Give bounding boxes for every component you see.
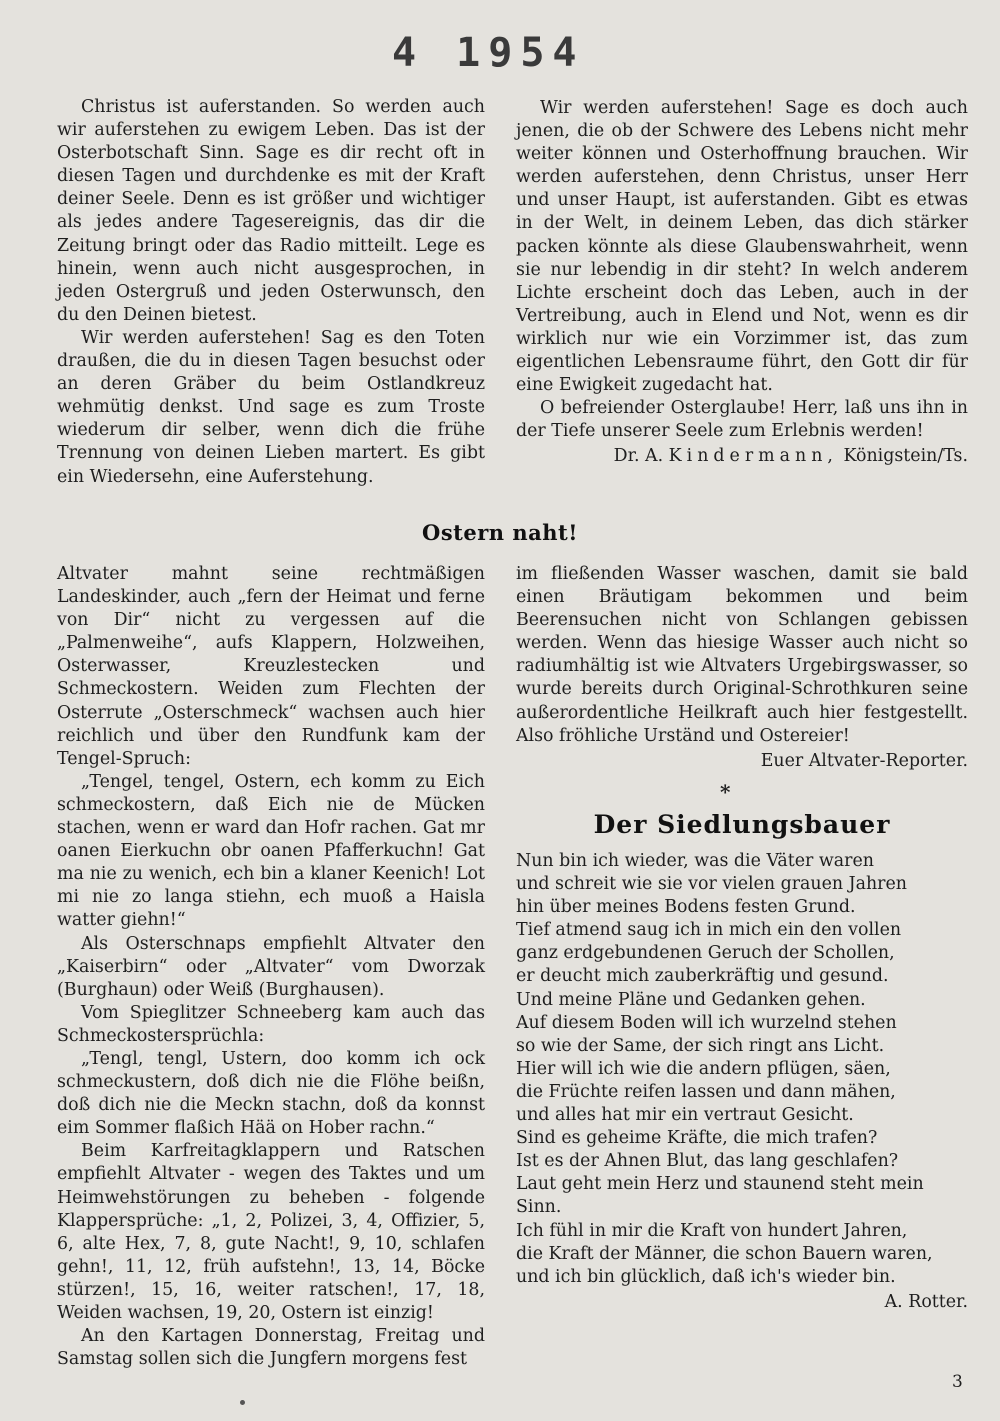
poem-line: Sind es geheime Kräfte, die mich trafen? (516, 1128, 878, 1149)
issue-stamp: 4 1954 (392, 30, 585, 76)
poem-line: hin über meines Bodens festen Grund. (516, 897, 856, 918)
ostern-paragraph: An den Kartagen Donnerstag, Freitag und Samstag sollen sich die Jungfern morgens fest (57, 1326, 485, 1370)
ostern-paragraph: Altvater mahnt seine rechtmäßigen Landeskinder, auch „fern der Heimat und ferne von Dir“ nicht zu vergessen auf die „Palmenweihe“, aufs Klappern, Holzweihen, Osterwasser, Kreuzlestecken und Schmeckostern. Weiden zum Flechten der Osterrute „Osterschmeck“ wachsen auch hier reichlich und über den Rundfunk kam der Tengel-Spruch: (57, 564, 485, 769)
ostern-signature: Euer Altvater-Reporter. (760, 750, 968, 771)
poem-line: Laut geht mein Herz und staunend steht mein (516, 1174, 924, 1195)
poem-line: so wie der Same, der sich ringt ans Licht. (516, 1035, 885, 1056)
author-place: Königstein/Ts. (843, 446, 968, 467)
poem-line: Sinn. (516, 1197, 562, 1218)
poem-line: Und meine Pläne und Gedanken gehen. (516, 989, 866, 1010)
ostern-right-column (516, 563, 968, 773)
poem-line: Ist es der Ahnen Blut, das lang geschlafen? (516, 1151, 899, 1172)
ostern-paragraph: „Tengl, tengl, Ustern, doo komm ich ock schmeckustern, doß dich nie die Flöhe beißn, doß dich nie die Meckn stachn, doß da konnst eim Sommer flaßich Hää on Hober rachn.“ (57, 1048, 485, 1139)
article-signature (516, 445, 968, 468)
ostern-left-column (57, 563, 485, 1371)
poem-line: und schreit wie sie vor vielen grauen Jahren (516, 874, 907, 895)
article-paragraph: Christus ist auferstanden. So werden auch wir auferstehen zu ewigem Leben. Das ist der Osterbotschaft Sinn. Sage es dir recht oft in diesen Tagen und durchdenke es mit der Kraft deiner Seele. Denn es ist größer und wichtiger als jedes andere Tagesereignis, das dir die Zeitung bringt oder das Radio mitteilt. Lege es hinein, wenn auch nicht ausgesprochen, in jeden Ostergruß und jeden Osterwunsch, den du den Deinen bietest. (57, 97, 485, 325)
section-divider-star: * (720, 780, 731, 804)
poem-line: ganz erdgebundenen Geruch der Schollen, (516, 943, 895, 964)
poem-line: und ich bin glücklich, daß ich's wieder bin. (516, 1266, 896, 1287)
poem-line: Ich fühl in mir die Kraft von hundert Jahren, (516, 1220, 908, 1241)
ostern-paragraph: im fließenden Wasser waschen, damit sie bald einen Bräutigam bekommen und beim Beerensuchen nicht von Schlangen gebissen werden. Wenn das hiesige Wasser auch nicht so radiumhältig ist wie Altvaters Urgebirgswasser, so wurde bereits durch Original-Schrothkuren seine außerordentliche Heilkraft auch hier festgestellt. Also fröhliche Urständ und Ostereier! (516, 564, 968, 746)
poem-line: Hier will ich wie die andern pflügen, säen, (516, 1058, 891, 1079)
print-speck (240, 1400, 245, 1405)
poem-line: er deucht mich zauberkräftig und gesund. (516, 966, 889, 987)
poem-line: die Kraft der Männer, die schon Bauern waren, (516, 1243, 933, 1264)
easter-article-left-column (57, 96, 485, 489)
poem-line: die Früchte reifen lassen und dann mähen, (516, 1081, 896, 1102)
author-name: Kindermann, (668, 446, 838, 467)
author-prefix: Dr. A. (613, 446, 664, 467)
ostern-paragraph: „Tengel, tengel, Ostern, ech komm zu Eich schmeckostern, daß Eich nie de Mücken stachen, wenn er ward dan Hofr rachen. Gat mr oanen Eierkuchn obr oanen Pfafferkuchn! Gat ma nie zu wenich, ech bin a klaner Keenich! Lot mi nie zo langa stiehn, ech muoß a Haisla watter giehn!“ (57, 771, 485, 931)
ostern-naht-heading: Ostern naht! (422, 520, 578, 545)
poem-line: Nun bin ich wieder, was die Väter waren (516, 851, 874, 871)
easter-article-right-column (516, 97, 968, 469)
article-paragraph: Wir werden auferstehen! Sage es doch auch jenen, die ob der Schwere des Lebens nicht mehr weiter können und Osterhoffnung brauchen. Wir werden auferstehen, denn Christus, unser Herr und unser Haupt, ist auferstanden. Gibt es etwas in der Welt, in deinem Leben, das dich stärker packen könnte als diese Glaubenswahrheit, wenn sie nur lebendig in dir steht? In welch anderem Lichte erscheint doch das Leben, auch in der Vertreibung, auch in Elend und Not, wenn es dir wirklich nur wie ein Vorzimmer ist, das zum eigentlichen Lebensraume führt, den Gott dir für eine Ewigkeit zugedacht hat. (516, 98, 968, 396)
poem-line: und alles hat mir ein vertraut Gesicht. (516, 1105, 854, 1126)
article-paragraph: Wir werden auferstehen! Sag es den Toten draußen, die du in diesen Tagen besuchst oder an deren Gräber du beim Ostlandkreuz wehmütig denkst. Und sage es zum Troste wiederum dir selber, wenn dich die frühe Trennung von deinen Lieben martert. Es gibt ein Wiedersehn, eine Auferstehung. (57, 327, 485, 487)
poem-title: Der Siedlungsbauer (593, 810, 891, 839)
article-paragraph: O befreiender Osterglaube! Herr, laß uns ihn in der Tiefe unserer Seele zum Erlebnis werden! (516, 398, 968, 442)
ostern-paragraph: Beim Karfreitagklappern und Ratschen empfiehlt Altvater - wegen des Taktes und um Heimwehstörungen zu beheben - folgende Klappersprüche: „1, 2, Polizei, 3, 4, Offizier, 5, 6, alte Hex, 7, 8, gute Nacht!, 9, 10, schlafen gehn!, 11, 12, früh aufstehn!, 13, 14, Böcke stürzen!, 15, 16, weiter ratschen!, 17, 18, Weiden wachsen, 19, 20, Ostern ist einzig! (57, 1141, 485, 1323)
page-number: 3 (952, 1372, 963, 1392)
poem-siedlungsbauer (516, 850, 968, 1314)
poem-line: Tief atmend saug ich in mich ein den vollen (516, 920, 902, 941)
poem-line: Auf diesem Boden will ich wurzelnd stehen (516, 1012, 897, 1033)
ostern-paragraph: Vom Spieglitzer Schneeberg kam auch das Schmeckostersprüchla: (57, 1002, 485, 1046)
ostern-paragraph: Als Osterschnaps empfiehlt Altvater den „Kaiserbirn“ oder „Altvater“ vom Dworzak (Burghaun) oder Weiß (Burghausen). (57, 933, 485, 1000)
poem-author: A. Rotter. (884, 1291, 968, 1312)
